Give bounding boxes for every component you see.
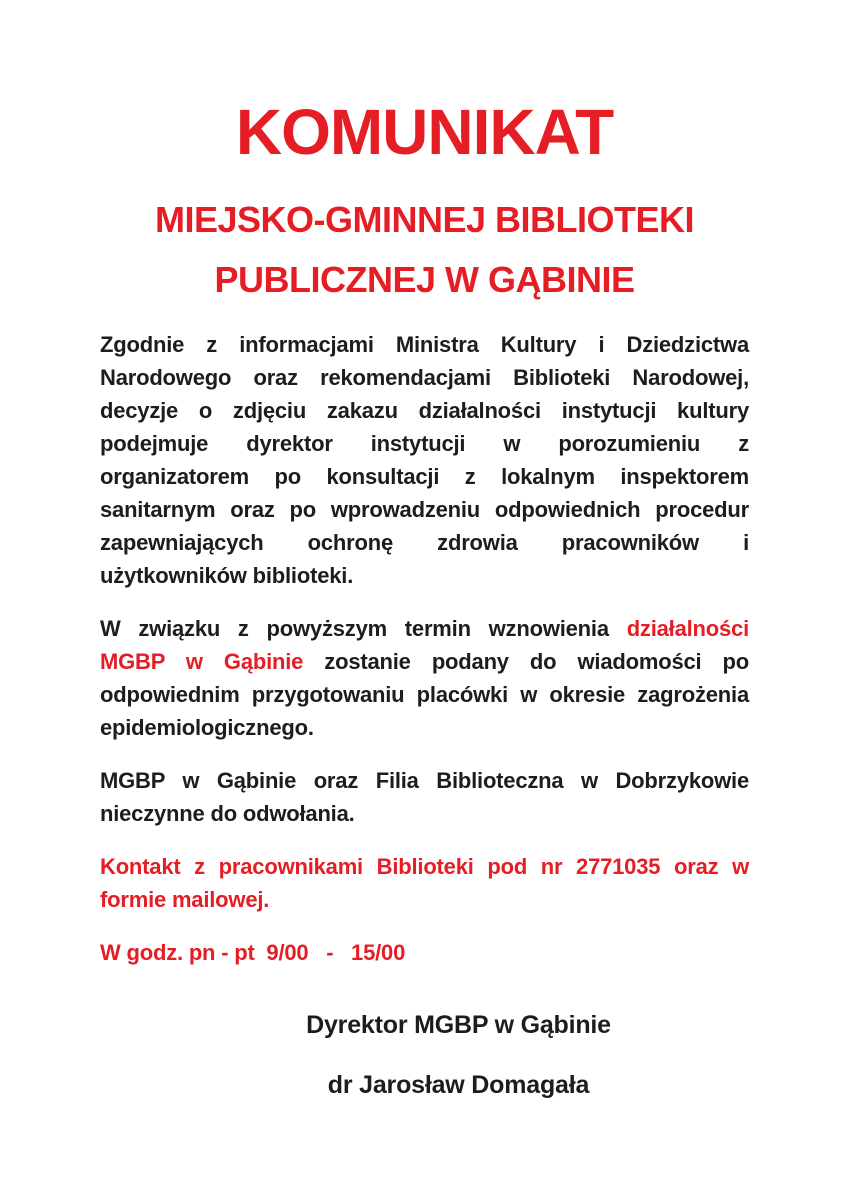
paragraph-line: odpowiednim przygotowaniu placówki w okresie zagrożenia	[100, 682, 749, 707]
paragraph-line: nieczynne do odwołania.	[100, 801, 355, 826]
paragraph-line: Kontakt z pracownikami Biblioteki pod nr 2771035 oraz w	[100, 854, 749, 879]
contact-hours-line: W godz. pn - pt 9/00 - 15/00	[100, 940, 406, 965]
paragraph-line: Zgodnie z informacjami Ministra Kultury i Dziedzictwa	[100, 332, 749, 357]
paragraph-closed-until-notice	[100, 764, 749, 830]
signature-title: Dyrektor MGBP w Gąbinie	[306, 1011, 611, 1039]
paragraph-line: MGBP w Gąbinie oraz Filia Biblioteczna w Dobrzykowie	[100, 768, 749, 793]
subtitle-line-2: PUBLICZNEJ W GĄBINIE	[214, 259, 635, 300]
paragraph-line	[100, 612, 749, 645]
paragraph-line: epidemiologicznego.	[100, 715, 314, 740]
paragraph-contact-info	[100, 850, 749, 916]
paragraph-line: podejmuje dyrektor instytucji w porozumieniu z	[100, 431, 749, 456]
paragraph-line: organizatorem po konsultacji z lokalnym inspektorem	[100, 464, 749, 489]
text-segment-black: W związku z powyższym termin wznowienia	[100, 616, 627, 641]
subtitle-line-1: MIEJSKO-GMINNEJ BIBLIOTEKI	[154, 199, 695, 240]
paragraph-line: formie mailowej.	[100, 887, 270, 912]
text-segment-black: zostanie podany do wiadomości po	[303, 649, 749, 674]
page-title: KOMUNIKAT	[235, 96, 614, 168]
paragraph-line: decyzje o zdjęciu zakazu działalności instytucji kultury	[100, 398, 749, 423]
signature-name: dr Jarosław Domagała	[327, 1071, 590, 1099]
paragraph-reopening-date	[100, 612, 749, 744]
paragraph-line: użytkowników biblioteki.	[100, 563, 354, 588]
text-segment-red: działalności	[626, 616, 749, 641]
paragraph-line: sanitarnym oraz po wprowadzeniu odpowiednich procedur	[100, 497, 749, 522]
paragraph-line	[100, 645, 749, 678]
paragraph-line: Narodowego oraz rekomendacjami Biblioteki Narodowej,	[100, 365, 749, 390]
page-subtitle	[100, 190, 749, 310]
paragraph-decision-rules	[100, 328, 749, 592]
paragraph-line: zapewniających ochronę zdrowia pracowników i	[100, 530, 749, 555]
text-segment-red: MGBP w Gąbinie	[100, 649, 304, 674]
signature-block	[134, 1009, 783, 1102]
